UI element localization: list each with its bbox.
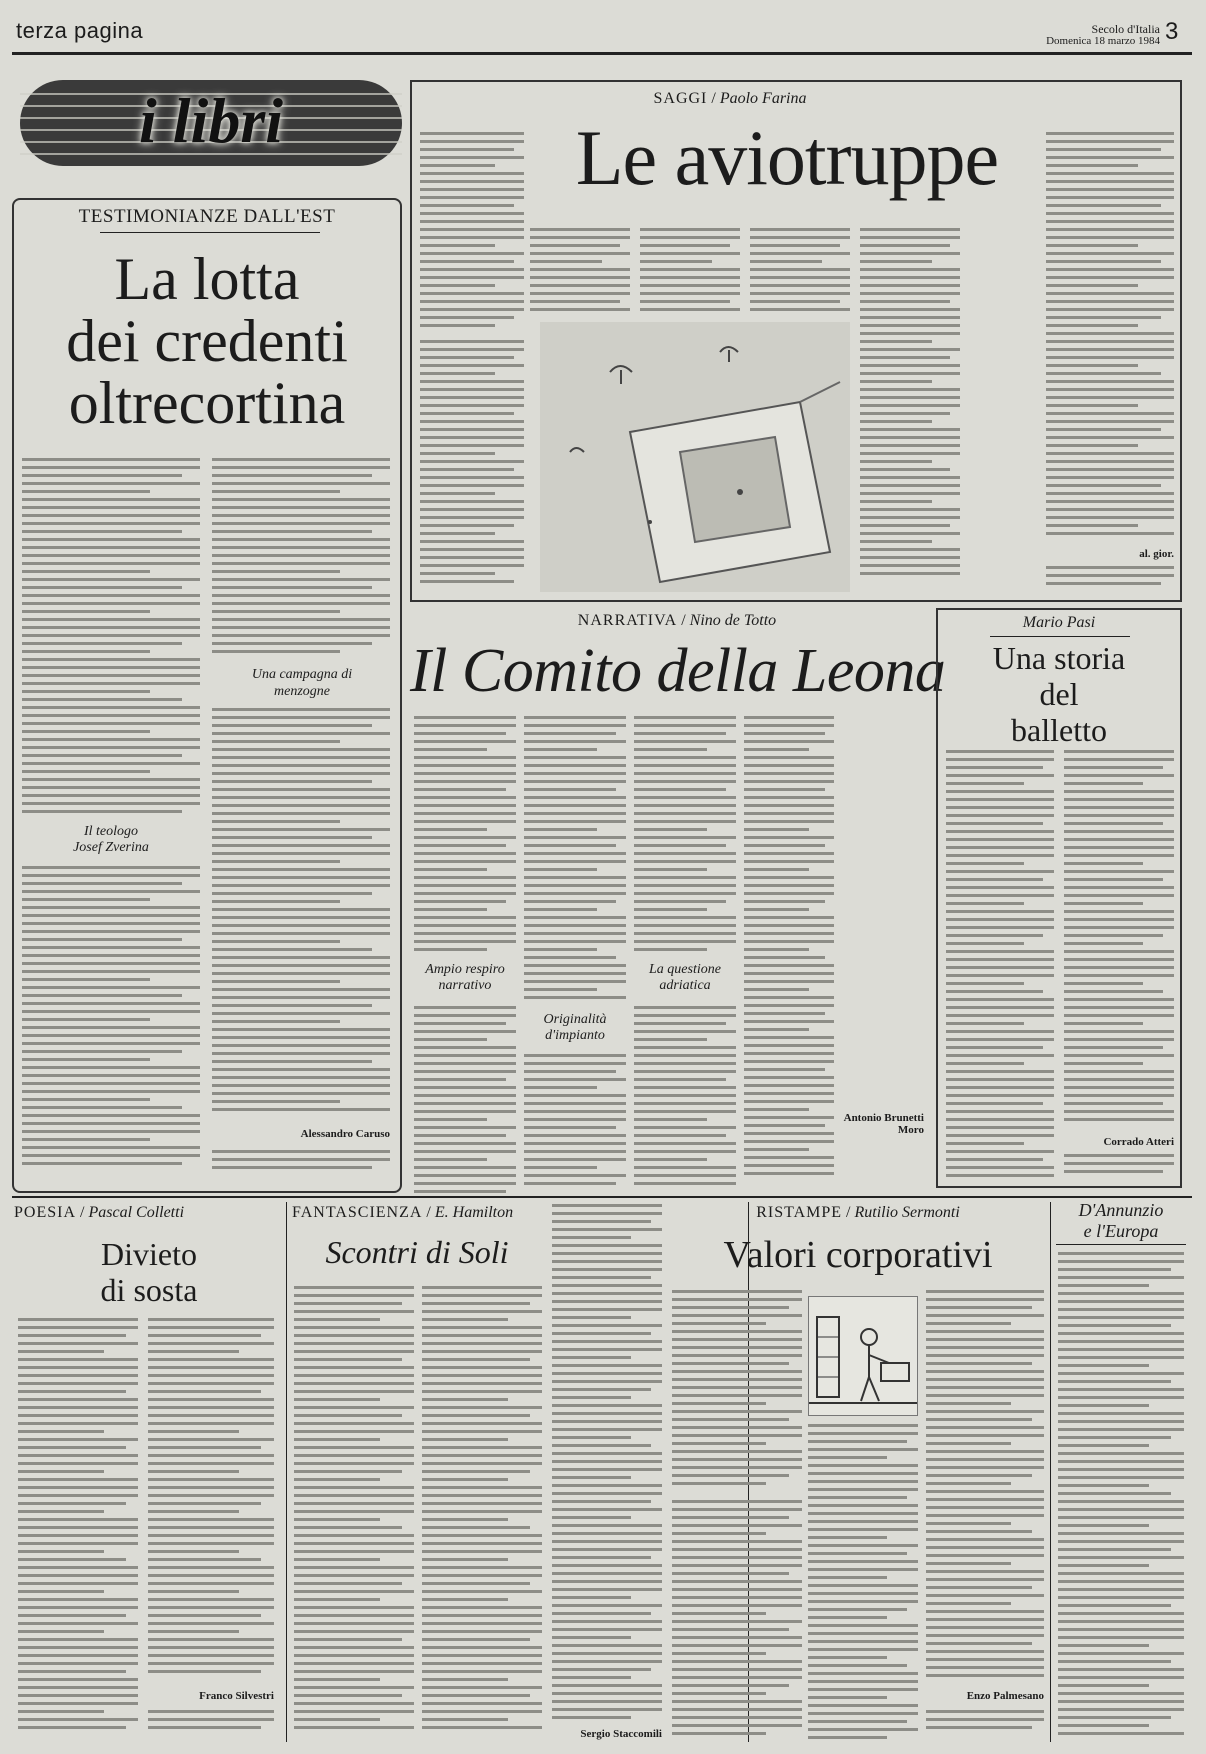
article-aviotruppe-body-col2 — [530, 228, 630, 318]
dannunzio-rule — [1056, 1244, 1186, 1245]
article-aviotruppe-section — [420, 90, 1040, 108]
parachute-illustration — [540, 322, 850, 592]
section-author: Rutilio Sermonti — [854, 1204, 960, 1221]
section-label: RISTAMPE — [756, 1204, 843, 1221]
kicker-rule — [100, 232, 320, 233]
newspaper-name: Secolo d'Italia — [1091, 22, 1160, 36]
article-aviotruppe-signature: al. gior. — [1139, 548, 1174, 560]
column-divider-1 — [286, 1202, 287, 1742]
article-balletto-headline — [940, 640, 1178, 748]
article-valori-signature: Enzo Palmesano — [966, 1690, 1044, 1702]
balletto-author-rule — [990, 636, 1130, 637]
page-number: 3 — [1165, 18, 1179, 45]
section-author: Pascal Colletti — [88, 1204, 185, 1221]
headline-line-2: di sosta — [100, 1272, 198, 1308]
article-valori-body-col3 — [926, 1290, 1044, 1682]
article-aviotruppe-body-col1 — [420, 132, 524, 337]
article-comito-subhead-questione — [634, 962, 736, 994]
article-divieto-body-col1 — [18, 1318, 138, 1738]
headline-line-2: e l'Europa — [1083, 1221, 1159, 1241]
article-scontri-body-col1 — [294, 1286, 414, 1736]
article-comito-body-col3 — [634, 716, 736, 956]
headline-line-1: Una storia — [992, 640, 1126, 676]
section-label: SAGGI — [653, 90, 708, 107]
article-aviotruppe-body-col5 — [860, 228, 960, 588]
section-divider: / — [80, 1204, 89, 1221]
article-lotta-subhead-campagna: Una campagna di menzogne — [251, 667, 353, 699]
valori-illustration — [808, 1296, 918, 1416]
article-scontri-headline: Scontri di Soli — [325, 1234, 509, 1270]
article-lotta-subhead-teologo — [22, 824, 200, 856]
article-comito-body-col2 — [524, 716, 626, 1006]
article-balletto-caption — [1064, 1154, 1174, 1182]
article-lotta-headline — [20, 248, 394, 434]
engraving-drawing — [809, 1297, 917, 1415]
article-lotta-signature: Alessandro Caruso — [300, 1128, 390, 1140]
section-author: E. Hamilton — [434, 1204, 514, 1221]
article-comito-subhead-respiro — [414, 962, 516, 994]
article-divieto-signature: Franco Silvestri — [199, 1690, 274, 1702]
article-divieto-body-col2 — [148, 1318, 274, 1678]
article-scontri-body-col2 — [422, 1286, 542, 1736]
section-label: NARRATIVA — [577, 612, 678, 629]
article-scontri-body-col3 — [552, 1204, 662, 1724]
article-dannunzio-headline — [1054, 1200, 1188, 1242]
section-divider: / — [426, 1204, 435, 1221]
headline-line-3: balletto — [1011, 712, 1107, 748]
article-valori-headline: Valori corporativi — [723, 1234, 993, 1276]
article-lotta-body-col1b — [22, 866, 200, 1166]
article-aviotruppe-body-col4 — [750, 228, 850, 318]
article-aviotruppe-body-col3 — [640, 228, 740, 318]
article-lotta-body-col2 — [212, 458, 390, 658]
article-lotta-body-col2b — [212, 708, 390, 1118]
subhead-line: Josef Zverina — [73, 840, 149, 855]
article-comito-section — [412, 612, 942, 630]
signature-line: Moro — [897, 1124, 924, 1136]
article-valori-body-col1 — [672, 1290, 802, 1490]
bottom-row-rule — [12, 1196, 1192, 1198]
subhead-line: Il teologo — [83, 824, 139, 839]
article-comito-body-col3b — [634, 1006, 736, 1194]
article-valori-body-col1b — [672, 1500, 802, 1740]
issue-date: Domenica 18 marzo 1984 — [1046, 35, 1160, 47]
masthead-rule — [12, 52, 1192, 55]
headline-line-2: dei credenti — [66, 308, 348, 374]
article-balletto-body-col2 — [1064, 750, 1174, 1130]
article-valori-body-col2 — [808, 1424, 918, 1740]
article-balletto-body-col1 — [946, 750, 1054, 1180]
subhead-line: narrativo — [438, 978, 492, 993]
headline-line-1: La lotta — [114, 246, 300, 312]
subhead-line: adriatica — [659, 978, 711, 993]
article-lotta-body-col1 — [22, 458, 200, 818]
article-aviotruppe-caption — [1046, 566, 1174, 594]
subhead-line: Originalità — [543, 1012, 607, 1027]
article-comito-headline: Il Comito della Leona — [410, 637, 946, 705]
article-aviotruppe-headline: Le aviotruppe — [575, 114, 999, 201]
subhead-line: La questione — [649, 962, 721, 977]
article-lotta-kicker: TESTIMONIANZE DALL'EST — [78, 206, 336, 227]
article-divieto-section — [14, 1204, 284, 1222]
section-author: Nino de Totto — [689, 612, 777, 629]
libri-banner-title: i libri — [138, 85, 284, 156]
article-aviotruppe-body-col1b — [420, 340, 524, 595]
subhead-line: d'impianto — [545, 1028, 605, 1043]
section-label: POESIA — [14, 1204, 77, 1221]
article-dannunzio-body — [1058, 1252, 1184, 1742]
article-divieto-headline — [14, 1236, 284, 1308]
section-divider: / — [681, 612, 690, 629]
article-balletto-author: Mario Pasi — [1022, 614, 1096, 631]
article-comito-subhead-originalita — [524, 1012, 626, 1044]
article-scontri-section — [292, 1204, 542, 1222]
section-label: FANTASCIENZA — [292, 1204, 423, 1221]
article-valori-section — [668, 1204, 1048, 1222]
section-divider: / — [846, 1204, 855, 1221]
subhead-line: Ampio respiro — [425, 962, 505, 977]
section-author: Paolo Farina — [719, 90, 807, 107]
article-comito-body-col2b — [524, 1054, 626, 1194]
article-comito-body-col1b — [414, 1006, 516, 1196]
column-divider-3 — [1050, 1202, 1051, 1742]
headline-line-2: del — [1039, 676, 1079, 712]
libri-banner — [20, 80, 402, 166]
article-balletto-signature: Corrado Atteri — [1103, 1136, 1174, 1148]
section-divider: / — [711, 90, 720, 107]
article-aviotruppe-body-col6 — [1046, 132, 1174, 544]
headline-line-3: oltrecortina — [68, 370, 346, 436]
section-name: terza pagina — [16, 18, 144, 43]
headline-line-1: D'Annunzio — [1078, 1200, 1164, 1220]
article-scontri-signature: Sergio Staccomili — [580, 1728, 662, 1740]
article-divieto-caption — [148, 1710, 274, 1738]
headline-line-1: Divieto — [101, 1236, 197, 1272]
article-lotta-caption — [212, 1150, 390, 1180]
article-valori-caption — [926, 1710, 1044, 1738]
article-comito-signature — [744, 1112, 924, 1136]
parachute-drawing — [540, 322, 850, 592]
article-comito-body-col1 — [414, 716, 516, 956]
signature-line: Antonio Brunetti — [843, 1112, 924, 1124]
